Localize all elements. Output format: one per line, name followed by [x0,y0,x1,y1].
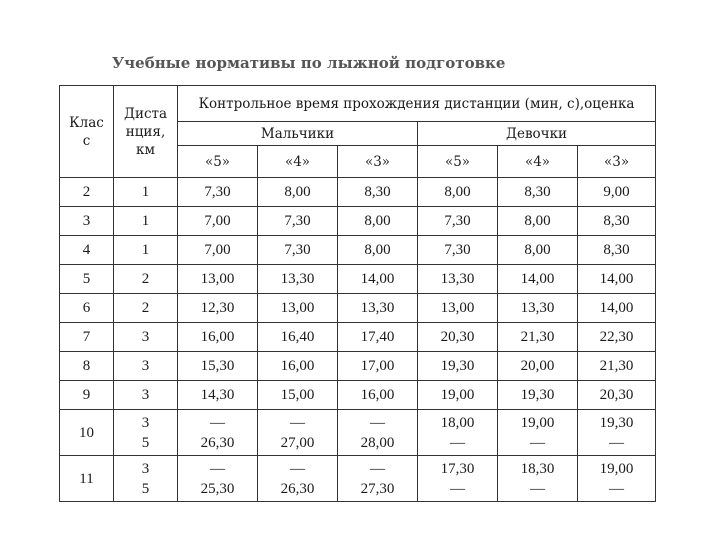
cell-boys-grade [258,352,338,381]
cell-boys-grade-value: — [290,460,305,477]
cell-girls-grade-value: 8,30 [603,242,630,258]
cell-girls-grade-value: — [450,434,465,451]
cell-girls-grade-value: 8,30 [524,184,551,200]
cell-distance [114,352,178,381]
cell-girls-grade [498,265,578,294]
cell-boys-grade-value: 17,40 [360,329,395,345]
table-row [60,236,656,265]
cell-boys-grade [338,410,418,456]
cell-girls-grade [578,207,656,236]
cell-class: 4 [60,236,114,265]
cell-girls-grade-value: 13,00 [440,300,475,316]
cell-boys-grade [178,294,258,323]
table-row [60,207,656,236]
header-distance-label: Диста нция, км [123,105,168,158]
cell-girls-grade-value: 18,00 [440,414,475,431]
cell-class: 9 [60,381,114,410]
table-body [60,178,656,502]
cell-girls-grade-value: 19,00 [599,460,634,477]
cell-girls-grade-value: 14,00 [520,271,555,287]
cell-girls-grade-value: 20,00 [520,358,555,374]
cell-girls-grade-value: 19,30 [440,358,475,374]
cell-boys-grade-value: 13,00 [280,300,315,316]
cell-boys-grade [258,236,338,265]
cell-boys-grade-value: 14,30 [200,387,235,403]
cell-girls-grade-value: 13,30 [440,271,475,287]
cell-girls-grade [498,294,578,323]
cell-girls-grade-value: 8,00 [444,184,471,200]
cell-class: 7 [60,323,114,352]
cell-distance-value: 3 [141,387,150,403]
cell-boys-grade-value: 8,30 [364,184,391,200]
cell-class: 5 [60,265,114,294]
table-row [60,456,656,502]
cell-boys-grade-value: 13,00 [200,271,235,287]
cell-boys-grade-value: 7,30 [204,184,231,200]
cell-boys-grade-value: 16,40 [280,329,315,345]
cell-boys-grade [178,265,258,294]
table-row [60,352,656,381]
cell-boys-grade [258,265,338,294]
cell-girls-grade [498,323,578,352]
cell-distance [114,236,178,265]
cell-boys-grade-value: 16,00 [280,358,315,374]
cell-girls-grade [578,352,656,381]
cell-boys-grade-value: 8,00 [364,213,391,229]
cell-distance [114,178,178,207]
cell-girls-grade [418,381,498,410]
cell-class: 3 [60,207,114,236]
cell-boys-grade-value: 15,30 [200,358,235,374]
cell-boys-grade-value: 26,30 [200,434,235,451]
cell-class: 11 [60,456,114,502]
cell-distance-value: 5 [141,480,150,497]
table-row [60,410,656,456]
cell-boys-grade-value: 26,30 [280,480,315,497]
cell-distance [114,265,178,294]
cell-girls-grade-value: 17,30 [440,460,475,477]
cell-girls-grade [578,236,656,265]
cell-boys-grade-value: 7,30 [284,242,311,258]
cell-boys-grade-value: — [370,414,385,431]
cell-girls-grade [418,207,498,236]
cell-boys-grade-value: 15,00 [280,387,315,403]
cell-boys-grade [178,381,258,410]
cell-distance [114,323,178,352]
cell-girls-grade-value: — [609,480,625,497]
cell-girls-grade-value: 18,30 [520,460,555,477]
cell-boys-grade [258,178,338,207]
cell-boys-grade-value: 7,30 [284,213,311,229]
cell-boys-grade [338,323,418,352]
table-row [60,294,656,323]
cell-distance [114,294,178,323]
cell-boys-grade [258,456,338,502]
cell-boys-grade [258,323,338,352]
cell-distance [114,381,178,410]
table-row [60,323,656,352]
cell-boys-grade-value: 13,30 [280,271,315,287]
cell-girls-grade-value: 7,30 [444,213,471,229]
cell-girls-grade-value: 21,30 [599,358,634,374]
cell-boys-grade [178,410,258,456]
cell-boys-grade-value: 27,30 [360,480,395,497]
cell-boys-grade-value: — [210,414,225,431]
cell-girls-grade-value: 8,00 [524,242,551,258]
cell-girls-grade [578,265,656,294]
header-control-time [178,86,656,122]
cell-distance-value: 2 [141,271,150,287]
header-boys-grade-4: «4» [258,146,338,178]
cell-girls-grade [498,456,578,502]
cell-girls-grade-value: 13,30 [520,300,555,316]
cell-girls-grade [418,236,498,265]
cell-girls-grade-value: 14,00 [599,300,634,316]
cell-distance [114,410,178,456]
page-title: Учебные нормативы по лыжной подготовке [112,54,506,72]
header-boys-grade-5: «5» [178,146,258,178]
cell-boys-grade-value: — [290,414,305,431]
cell-girls-grade-value: 21,30 [520,329,555,345]
cell-distance-value: 3 [141,414,150,431]
cell-girls-grade-value: 8,00 [524,213,551,229]
cell-boys-grade-value: 13,30 [360,300,395,316]
header-boys: Мальчики [178,122,418,146]
cell-girls-grade-value: 20,30 [599,387,634,403]
cell-distance-value: 1 [141,242,150,258]
header-distance [114,86,178,178]
cell-distance-value: 3 [141,460,150,477]
header-girls-grade-3: «3» [578,146,656,178]
cell-girls-grade-value: 22,30 [599,329,634,345]
ski-norms-table [59,85,656,502]
cell-distance-value: 5 [141,434,150,451]
cell-class: 8 [60,352,114,381]
cell-boys-grade-value: 27,00 [280,434,315,451]
cell-boys-grade [338,178,418,207]
cell-boys-grade [258,410,338,456]
cell-girls-grade-value: 19,00 [440,387,475,403]
cell-girls-grade [418,323,498,352]
cell-girls-grade-value: 9,00 [603,184,630,200]
cell-girls-grade [498,352,578,381]
cell-class: 10 [60,410,114,456]
cell-girls-grade-value: 14,00 [599,271,634,287]
cell-boys-grade-value: 7,00 [204,213,231,229]
cell-girls-grade [498,236,578,265]
cell-boys-grade-value: 8,00 [364,242,391,258]
cell-boys-grade [338,456,418,502]
cell-girls-grade [418,352,498,381]
header-class-label: Клас с [69,114,104,149]
header-girls: Девочки [418,122,656,146]
cell-boys-grade-value: — [210,460,225,477]
cell-boys-grade [178,323,258,352]
cell-distance-value: 1 [141,184,150,200]
cell-boys-grade [258,207,338,236]
header-control-time-label: Контрольное время прохождения дистанции (мин, с),оценка [198,95,635,112]
cell-boys-grade [178,236,258,265]
cell-boys-grade-value: 12,30 [200,300,235,316]
table-row [60,178,656,207]
header-girls-grade-5: «5» [418,146,498,178]
cell-girls-grade [498,381,578,410]
cell-girls-grade [498,178,578,207]
cell-girls-grade [418,178,498,207]
cell-girls-grade-value: — [450,480,465,497]
cell-girls-grade [578,294,656,323]
header-boys-grade-3: «3» [338,146,418,178]
cell-girls-grade [418,294,498,323]
cell-girls-grade-value: 19,30 [599,414,634,431]
cell-boys-grade [338,236,418,265]
table-row [60,265,656,294]
table-row [60,381,656,410]
cell-boys-grade [258,294,338,323]
cell-girls-grade-value: 19,30 [520,387,555,403]
cell-girls-grade-value: 8,30 [603,213,630,229]
cell-girls-grade [578,410,656,456]
cell-girls-grade [578,456,656,502]
cell-girls-grade [578,323,656,352]
cell-girls-grade-value: — [530,480,545,497]
cell-boys-grade [178,456,258,502]
cell-boys-grade [178,178,258,207]
cell-girls-grade [418,410,498,456]
cell-boys-grade-value: 8,00 [284,184,311,200]
cell-class: 2 [60,178,114,207]
cell-boys-grade [338,352,418,381]
cell-boys-grade-value: 28,00 [360,434,395,451]
cell-girls-grade [418,456,498,502]
cell-girls-grade [578,178,656,207]
cell-boys-grade [338,265,418,294]
cell-girls-grade-value: — [609,434,625,451]
cell-boys-grade [338,381,418,410]
cell-girls-grade [498,410,578,456]
cell-boys-grade [178,207,258,236]
cell-boys-grade [338,207,418,236]
cell-class: 6 [60,294,114,323]
cell-boys-grade-value: 25,30 [200,480,235,497]
cell-girls-grade-value: 7,30 [444,242,471,258]
cell-distance-value: 3 [141,329,150,345]
cell-distance [114,456,178,502]
cell-girls-grade-value: — [530,434,545,451]
cell-boys-grade [338,294,418,323]
cell-boys-grade [258,381,338,410]
cell-girls-grade-value: 20,30 [440,329,475,345]
cell-distance-value: 3 [141,358,150,374]
cell-boys-grade-value: — [370,460,385,477]
cell-girls-grade [578,381,656,410]
cell-boys-grade-value: 14,00 [360,271,395,287]
cell-boys-grade-value: 17,00 [360,358,395,374]
cell-distance [114,207,178,236]
cell-boys-grade [178,352,258,381]
cell-girls-grade [418,265,498,294]
header-girls-grade-4: «4» [498,146,578,178]
cell-distance-value: 2 [141,300,150,316]
cell-boys-grade-value: 7,00 [204,242,231,258]
cell-girls-grade [498,207,578,236]
cell-boys-grade-value: 16,00 [360,387,395,403]
header-class [60,86,114,178]
cell-distance-value: 1 [141,213,150,229]
cell-girls-grade-value: 19,00 [520,414,555,431]
cell-boys-grade-value: 16,00 [200,329,235,345]
